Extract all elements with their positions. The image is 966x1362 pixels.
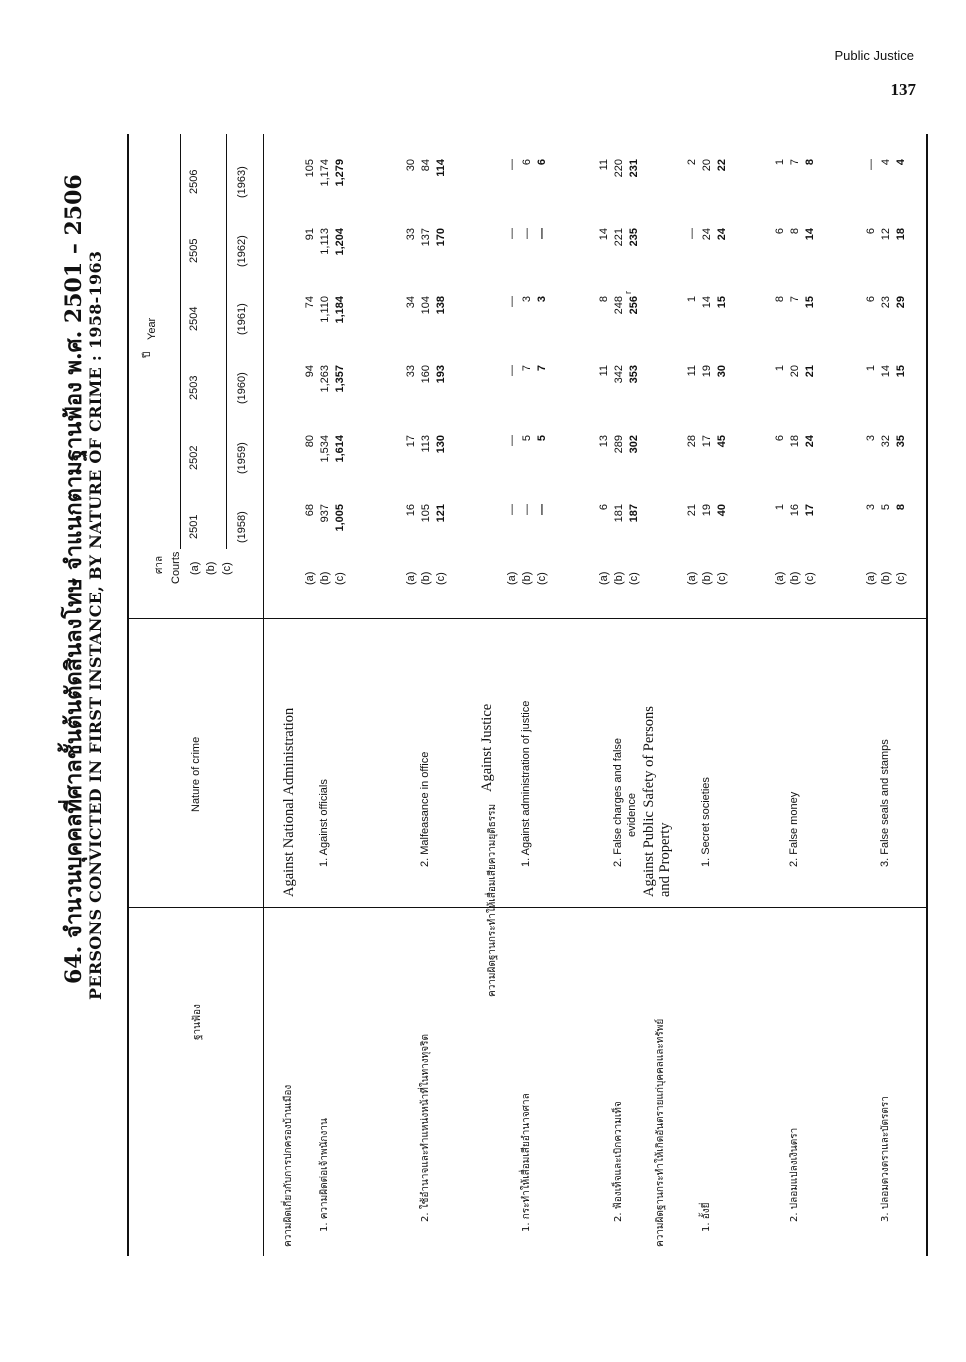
table-cell: 20 xyxy=(789,365,801,378)
court-code-cell: (b) xyxy=(319,571,331,585)
table-cell: 19 xyxy=(701,504,713,517)
section-english-2: Against Justice xyxy=(479,703,495,792)
table-cell: — xyxy=(521,504,533,515)
year-be-5: 2505 xyxy=(188,238,200,263)
section-english-1: Against National Administration xyxy=(281,707,297,897)
item-label-thai: 2. ฟ้องเท็จและเบิกความเท็จ xyxy=(613,1101,624,1222)
table-cell: 1,534 xyxy=(319,435,331,463)
table-cell: 8 xyxy=(598,296,610,303)
item-label-thai: 2. ปลอมแปลงเงินตรา xyxy=(789,1127,800,1222)
year-ad-2: (1959) xyxy=(236,442,248,474)
table-cell: — xyxy=(536,228,548,239)
table-cell: 1 xyxy=(774,159,786,166)
item-label-thai: 1. กระทำให้เสื่อมเสียอำนาจศาล xyxy=(521,1093,532,1232)
table-cell: 4 xyxy=(895,159,907,166)
item-label-english: 2. False money xyxy=(788,791,800,867)
table-cell: 187 xyxy=(628,504,640,523)
item-label-english: 1. Against administration of justice xyxy=(520,700,532,867)
table-cell: 6 xyxy=(598,504,610,511)
table-cell: 7 xyxy=(521,365,533,372)
table-cell: 14 xyxy=(804,228,816,241)
table-cell: 84 xyxy=(420,159,432,172)
table-cell: 1,279 xyxy=(334,159,346,187)
courts-column-rule xyxy=(127,618,928,619)
year-be-1: 2501 xyxy=(188,514,200,539)
table-cell: 235 xyxy=(628,228,640,247)
section-header: Public Justice xyxy=(834,48,914,63)
table-cell: 6 xyxy=(865,228,877,235)
column-header-thai: ฐานฟ้อง xyxy=(192,1004,203,1040)
table-cell: 3 xyxy=(521,296,533,303)
table-cell: 342 xyxy=(613,365,625,384)
table-cell: 17 xyxy=(701,435,713,448)
table-cell: 289 xyxy=(613,435,625,454)
table-cell: 4 xyxy=(880,159,892,166)
item-label-thai: 3. ปลอมดวงตราและบัตรตรา xyxy=(880,1096,891,1222)
table-cell: 181 xyxy=(613,504,625,523)
courts-code-c: (c) xyxy=(221,562,233,575)
table-cell: 11 xyxy=(598,159,610,171)
table-cell: 24 xyxy=(804,435,816,448)
table-cell: 5 xyxy=(521,435,533,442)
court-code-cell: (b) xyxy=(420,571,432,585)
table-cell: 80 xyxy=(304,435,316,448)
court-code-cell: (b) xyxy=(613,571,625,585)
courts-header-thai: ศาล xyxy=(154,555,165,574)
table-cell: 23 xyxy=(880,296,892,309)
table-cell: 1,184 xyxy=(334,296,346,324)
table-cell: 16 xyxy=(789,504,801,517)
table-cell: — xyxy=(506,228,518,239)
table-cell: 160 xyxy=(420,365,432,384)
section-thai-1: ความผิดเกี่ยวกับการปกครองบ้านเมือง xyxy=(283,1084,294,1247)
court-code-cell: (a) xyxy=(506,571,518,585)
table-cell: 35 xyxy=(895,435,907,448)
year-be-3: 2503 xyxy=(188,375,200,400)
court-code-cell: (c) xyxy=(895,572,907,585)
court-code-cell: (b) xyxy=(789,571,801,585)
table-cell: 19 xyxy=(701,365,713,378)
table-cell: 94 xyxy=(304,365,316,378)
table-cell: 353 xyxy=(628,365,640,384)
table-top-rule xyxy=(127,134,129,1256)
section-english-3: Against Public Safety of Persons xyxy=(641,706,657,897)
court-code-cell: (c) xyxy=(628,572,640,585)
table-cell: 1,110 xyxy=(319,296,331,323)
court-code-cell: (a) xyxy=(686,571,698,585)
table-cell: 8 xyxy=(895,504,907,511)
table-cell: 5 xyxy=(536,435,548,442)
court-code-cell: (b) xyxy=(521,571,533,585)
section-thai-3: ความผิดฐานกระทำให้เกิดอันตรายแก่บุคคลและทรัพย์ xyxy=(655,1018,666,1247)
table-cell: 18 xyxy=(789,435,801,448)
table-cell: 105 xyxy=(304,159,316,178)
table-cell: 24 xyxy=(716,228,728,241)
table-cell: 74 xyxy=(304,296,316,309)
table-cell: 17 xyxy=(405,435,417,448)
table-cell: 6 xyxy=(774,435,786,442)
table-cell: — xyxy=(506,504,518,515)
table-cell: 3 xyxy=(536,296,548,303)
table-cell: — xyxy=(536,504,548,515)
year-ad-1: (1958) xyxy=(236,511,248,543)
table-cell: 32 xyxy=(880,435,892,448)
table-cell: — xyxy=(506,296,518,307)
table-cell: 33 xyxy=(405,365,417,378)
table-cell: 12 xyxy=(880,228,892,241)
table-cell: 1 xyxy=(774,365,786,372)
table-cell: 138 xyxy=(435,296,447,315)
table-cell: — xyxy=(686,228,698,239)
court-code-cell: (c) xyxy=(804,572,816,585)
table-cell: 7 xyxy=(789,296,801,303)
table-cell: 220 xyxy=(613,159,625,178)
table-cell: 137 xyxy=(420,228,432,247)
year-be-4: 2504 xyxy=(188,306,200,331)
table-cell: 34 xyxy=(405,296,417,309)
table-cell: 2 xyxy=(686,159,698,166)
section-thai-2: ความผิดฐานกระทำให้เสื่อมเสียความยุติธรรม xyxy=(487,803,498,997)
crime-column-rule xyxy=(127,907,928,908)
table-cell: 6 xyxy=(865,296,877,303)
table-cell: 170 xyxy=(435,228,447,247)
table-cell: — xyxy=(865,159,877,170)
table-cell: 104 xyxy=(420,296,432,315)
table-cell: 302 xyxy=(628,435,640,454)
table-cell: — xyxy=(506,365,518,376)
year-be-6: 2506 xyxy=(188,169,200,194)
court-code-cell: (b) xyxy=(880,571,892,585)
table-cell: 21 xyxy=(804,365,816,378)
table-cell: 1,357 xyxy=(334,365,346,393)
revised-mark: r xyxy=(623,291,633,294)
page-number: 137 xyxy=(890,80,916,99)
item-label-thai: 2. ใช้อำนาจและทำแหน่งหน้าที่ในทางทุจริต xyxy=(420,1034,431,1222)
table-cell: 5 xyxy=(880,504,892,511)
table-cell: 20 xyxy=(701,159,713,172)
table-cell: 15 xyxy=(895,365,907,378)
table-cell: 1,204 xyxy=(334,228,346,256)
court-code-cell: (c) xyxy=(435,572,447,585)
table-cell: 6 xyxy=(536,159,548,166)
table-cell: 13 xyxy=(598,435,610,448)
table-cell: 14 xyxy=(598,228,610,241)
table-cell: 22 xyxy=(716,159,728,172)
table-cell: 14 xyxy=(701,296,713,309)
table-cell: 121 xyxy=(435,504,447,523)
court-code-cell: (a) xyxy=(405,571,417,585)
table-cell: 937 xyxy=(319,504,331,523)
table-cell: 1,005 xyxy=(334,504,346,532)
table-cell: 29 xyxy=(895,296,907,309)
table-cell: 8 xyxy=(774,296,786,303)
year-ad-4: (1961) xyxy=(236,303,248,335)
item-label-thai: 1. ความผิดต่อเจ้าพนักงาน xyxy=(319,1118,330,1232)
court-code-cell: (a) xyxy=(865,571,877,585)
item-label-english: 2. False charges and false xyxy=(612,737,624,867)
table-cell: 6 xyxy=(521,159,533,166)
table-cell: 21 xyxy=(686,504,698,517)
courts-code-a: (a) xyxy=(189,561,201,575)
year-ad-5: (1962) xyxy=(236,235,248,267)
court-code-cell: (a) xyxy=(774,571,786,585)
item-label-english: 3. False seals and stamps xyxy=(879,739,891,867)
section-english-3-cont: and Property xyxy=(657,822,673,897)
table-cell: 15 xyxy=(804,296,816,309)
table-cell: 1,614 xyxy=(334,435,346,463)
court-code-cell: (a) xyxy=(598,571,610,585)
table-cell: 33 xyxy=(405,228,417,241)
table-bottom-rule xyxy=(926,134,928,1256)
item-label-english: 1. Secret societies xyxy=(700,777,712,867)
table-cell: 1 xyxy=(774,504,786,511)
table-cell: 113 xyxy=(420,435,432,453)
table-cell: — xyxy=(506,435,518,446)
courts-header-english: Courts xyxy=(170,551,182,584)
table-cell: 114 xyxy=(435,159,447,177)
table-cell: 231 xyxy=(628,159,640,178)
table-cell: 7 xyxy=(536,365,548,372)
year-ad-3: (1960) xyxy=(236,372,248,404)
item-label-thai: 1. อั้งยี่ xyxy=(701,1202,712,1232)
table-cell: 28 xyxy=(686,435,698,448)
table-cell: 15 xyxy=(716,296,728,309)
table-cell: 1 xyxy=(865,365,877,372)
table-cell: 17 xyxy=(804,504,816,517)
table-cell: 6 xyxy=(774,228,786,235)
table-cell: 1,263 xyxy=(319,365,331,393)
table-cell: 8 xyxy=(789,228,801,235)
table-cell: 130 xyxy=(435,435,447,454)
table-cell: 68 xyxy=(304,504,316,517)
year-codes-rule xyxy=(226,134,227,549)
table-cell: 45 xyxy=(716,435,728,448)
table-cell: 7 xyxy=(789,159,801,166)
column-header-english: Nature of crime xyxy=(190,736,202,812)
table-cell: 1 xyxy=(686,296,698,303)
table-cell: 221 xyxy=(613,228,625,247)
table-cell: 8 xyxy=(804,159,816,166)
court-code-cell: (c) xyxy=(334,572,346,585)
table-cell: 11 xyxy=(686,365,698,377)
year-header-english: Year xyxy=(146,317,158,340)
item-label-english: 2. Malfeasance in office xyxy=(419,751,431,867)
table-cell: 3 xyxy=(865,435,877,442)
table-cell: 18 xyxy=(895,228,907,241)
item-label-english-cont: evidence xyxy=(626,792,638,837)
table-title-thai: 64. จำนวนบุคคลที่ศาลชั้นต้นตัดสินลงโทษ จำแนกตามฐานฟ้อง พ.ศ. 2501 – 2506 xyxy=(61,174,87,984)
table-cell: 40 xyxy=(716,504,728,517)
table-cell: 91 xyxy=(304,228,316,241)
year-header-thai: ปี xyxy=(142,351,153,358)
court-code-cell: (a) xyxy=(304,571,316,585)
table-cell: 1,174 xyxy=(319,159,331,187)
table-cell: 193 xyxy=(435,365,447,384)
table-title-english: PERSONS CONVICTED IN FIRST INSTANCE, BY NATURE OF CRIME : 1958-1963 xyxy=(86,250,105,1000)
header-divider-rule xyxy=(263,134,264,1256)
table-cell: 30 xyxy=(716,365,728,378)
table-cell: 105 xyxy=(420,504,432,523)
table-cell: 1,113 xyxy=(319,228,331,255)
table-cell: 14 xyxy=(880,365,892,378)
table-cell: 30 xyxy=(405,159,417,172)
table-cell: 248 xyxy=(613,296,625,315)
item-label-english: 1. Against officials xyxy=(318,779,330,867)
courts-code-b: (b) xyxy=(205,561,217,575)
year-be-2: 2502 xyxy=(188,445,200,470)
table-cell: — xyxy=(521,228,533,239)
year-ad-6: (1963) xyxy=(236,166,248,198)
table-cell: 16 xyxy=(405,504,417,517)
year-header-rule xyxy=(180,134,181,549)
table-cell: — xyxy=(506,159,518,170)
court-code-cell: (c) xyxy=(536,572,548,585)
table-cell: 256 xyxy=(628,296,640,315)
court-code-cell: (b) xyxy=(701,571,713,585)
court-code-cell: (c) xyxy=(716,572,728,585)
table-cell: 3 xyxy=(865,504,877,511)
table-cell: 11 xyxy=(598,365,610,377)
table-cell: 24 xyxy=(701,228,713,241)
